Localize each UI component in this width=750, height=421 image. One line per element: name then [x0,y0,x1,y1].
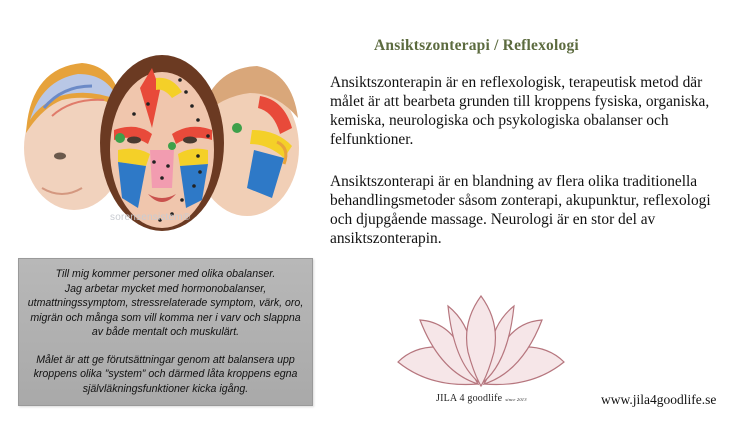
brand-since: since 2013 [505,397,527,402]
image-watermark: sorensensistem® [110,212,191,223]
website-link[interactable]: www.jila4goodlife.se [601,392,717,407]
page-title: Ansiktszonterapi / Reflexologi [374,37,579,54]
woman-face-center [100,55,224,231]
face-zones-illustration [22,38,302,233]
brand-name-text: JILA 4 goodlife [436,393,503,404]
info-box-paragraph-2: Målet är att ge förutsättningar genom att balansera upp kroppens olika ”system” och därmed låta kroppens egna självläkningsfunktioner kicka igång. [33,353,298,395]
intro-paragraph-2: Ansiktszonterapi är en blandning av flera olika traditionella behandlingsmetoder såsom zonterapi, akupunktur, reflexologi och djupgående massage. Neurologi är en stor del av ansiktszonterapin. [330,173,711,247]
brand-name [436,393,527,404]
info-box [18,258,313,406]
intro-paragraph-1: Ansiktszonterapin är en reflexologisk, terapeutisk metod där målet är att bearbeta grunden till kroppens fysiska, organiska, kemiska, neurologiska och psykologiska obalanser och felfunktioner. [330,74,710,148]
info-box-paragraph-1: Till mig kommer personer med olika obalanser. Jag arbetar mycket med hormonobalanser, utmattningssymptom, stressrelaterade symptom, värk, oro, migrän och många som vill komma ner i varv och slappna av både mentalt och muskulärt. [27,268,304,338]
